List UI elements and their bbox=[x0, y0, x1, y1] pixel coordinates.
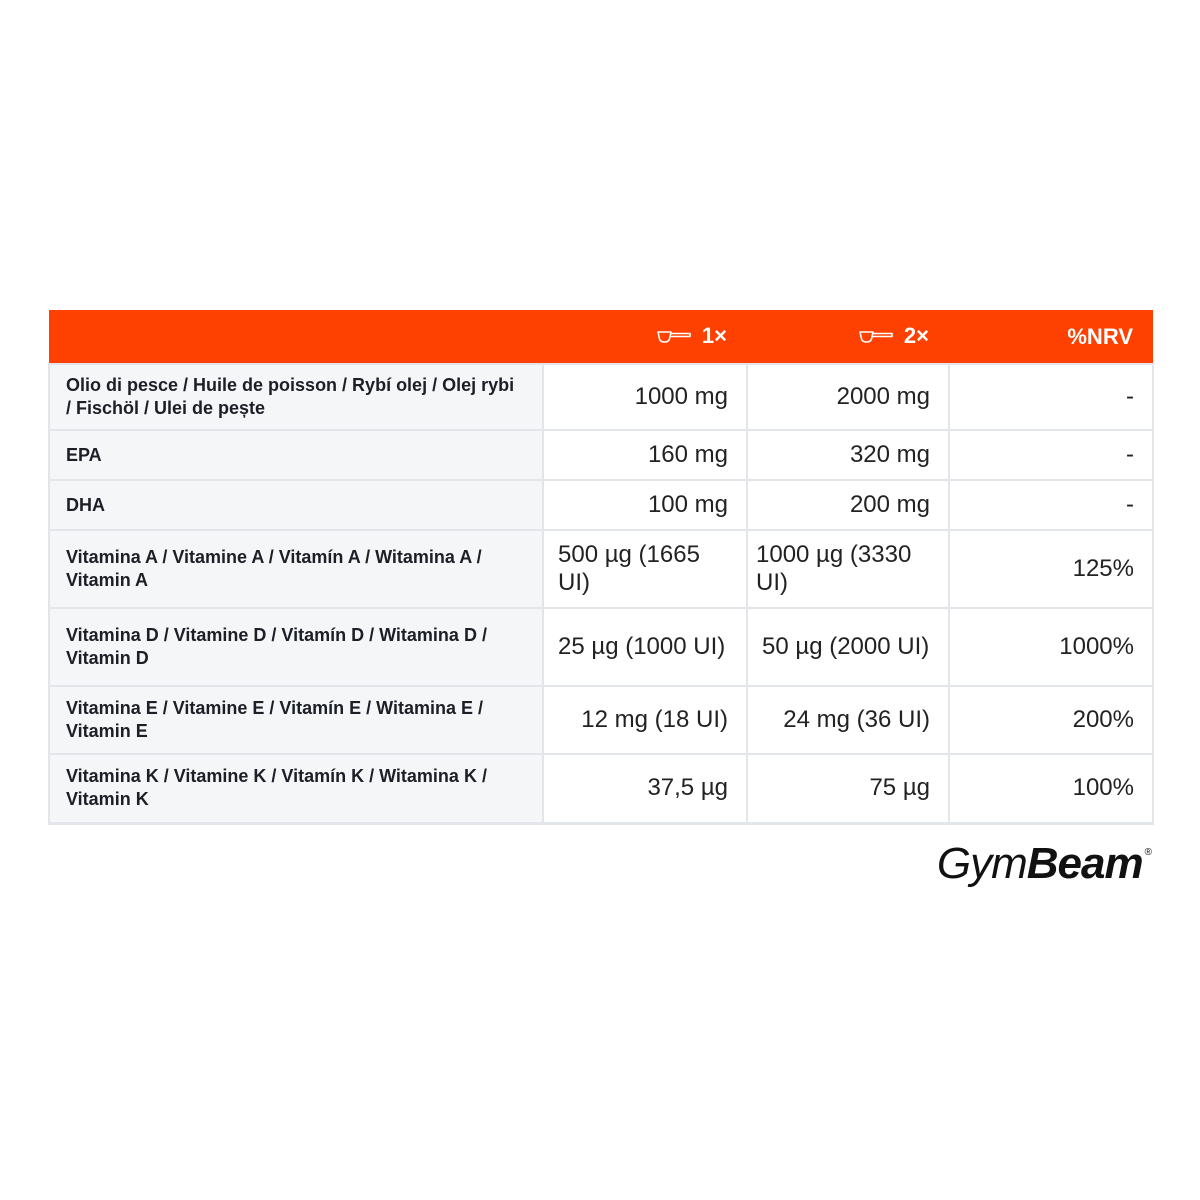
header-serving-one-label: 1× bbox=[701, 322, 727, 348]
row-name: Vitamina D / Vitamine D / Vitamín D / Witamina D / Vitamin D bbox=[49, 608, 543, 686]
row-serving-one: 160 mg bbox=[543, 430, 747, 480]
table-row bbox=[49, 430, 1153, 480]
row-serving-one: 25 µg (1000 UI) bbox=[543, 608, 747, 686]
row-serving-two: 2000 mg bbox=[747, 364, 949, 430]
row-nrv: - bbox=[949, 364, 1153, 430]
row-nrv: 100% bbox=[949, 754, 1153, 823]
row-serving-one: 37,5 µg bbox=[543, 754, 747, 823]
row-name: EPA bbox=[49, 430, 543, 480]
table-row bbox=[49, 480, 1153, 530]
row-serving-one: 1000 mg bbox=[543, 364, 747, 430]
header-serving-one bbox=[543, 310, 747, 364]
row-serving-one: 500 µg (1665 UI) bbox=[543, 530, 747, 608]
header-nrv: %NRV bbox=[1067, 323, 1133, 349]
row-nrv: - bbox=[949, 480, 1153, 530]
row-serving-one: 12 mg (18 UI) bbox=[543, 686, 747, 754]
row-serving-one: 100 mg bbox=[543, 480, 747, 530]
row-serving-two: 24 mg (36 UI) bbox=[747, 686, 949, 754]
row-name: Vitamina A / Vitamine A / Vitamín A / Witamina A / Vitamin A bbox=[49, 530, 543, 608]
scoop-icon bbox=[656, 327, 692, 345]
row-nrv: - bbox=[949, 430, 1153, 480]
row-serving-two: 75 µg bbox=[747, 754, 949, 823]
row-name: Vitamina E / Vitamine E / Vitamín E / Witamina E / Vitamin E bbox=[49, 686, 543, 754]
table-body bbox=[49, 364, 1153, 823]
row-serving-two: 200 mg bbox=[747, 480, 949, 530]
row-name: Olio di pesce / Huile de poisson / Rybí olej / Olej rybi / Fischöl / Ulei de pește bbox=[49, 364, 543, 430]
table-row bbox=[49, 364, 1153, 430]
row-nrv: 1000% bbox=[949, 608, 1153, 686]
scoop-icon bbox=[858, 327, 894, 345]
logo-text-beam: Beam bbox=[1026, 839, 1143, 888]
table-row bbox=[49, 608, 1153, 686]
registered-mark: ® bbox=[1144, 847, 1152, 858]
row-nrv: 125% bbox=[949, 530, 1153, 608]
row-name: DHA bbox=[49, 480, 543, 530]
table-header bbox=[49, 310, 1153, 364]
row-serving-two: 50 µg (2000 UI) bbox=[747, 608, 949, 686]
table-row bbox=[49, 754, 1153, 823]
logo-text-gym: Gym bbox=[936, 839, 1027, 888]
row-name: Vitamina K / Vitamine K / Vitamín K / Witamina K / Vitamin K bbox=[49, 754, 543, 823]
row-serving-two: 1000 µg (3330 UI) bbox=[747, 530, 949, 608]
table-row bbox=[49, 686, 1153, 754]
row-serving-two: 320 mg bbox=[747, 430, 949, 480]
nutrition-table bbox=[48, 310, 1154, 825]
gymbeam-logo bbox=[937, 840, 1152, 888]
header-serving-two bbox=[747, 310, 949, 364]
header-serving-two-label: 2× bbox=[903, 322, 929, 348]
table-row bbox=[49, 530, 1153, 608]
header-row bbox=[49, 310, 1153, 364]
row-nrv: 200% bbox=[949, 686, 1153, 754]
header-name bbox=[49, 310, 543, 364]
